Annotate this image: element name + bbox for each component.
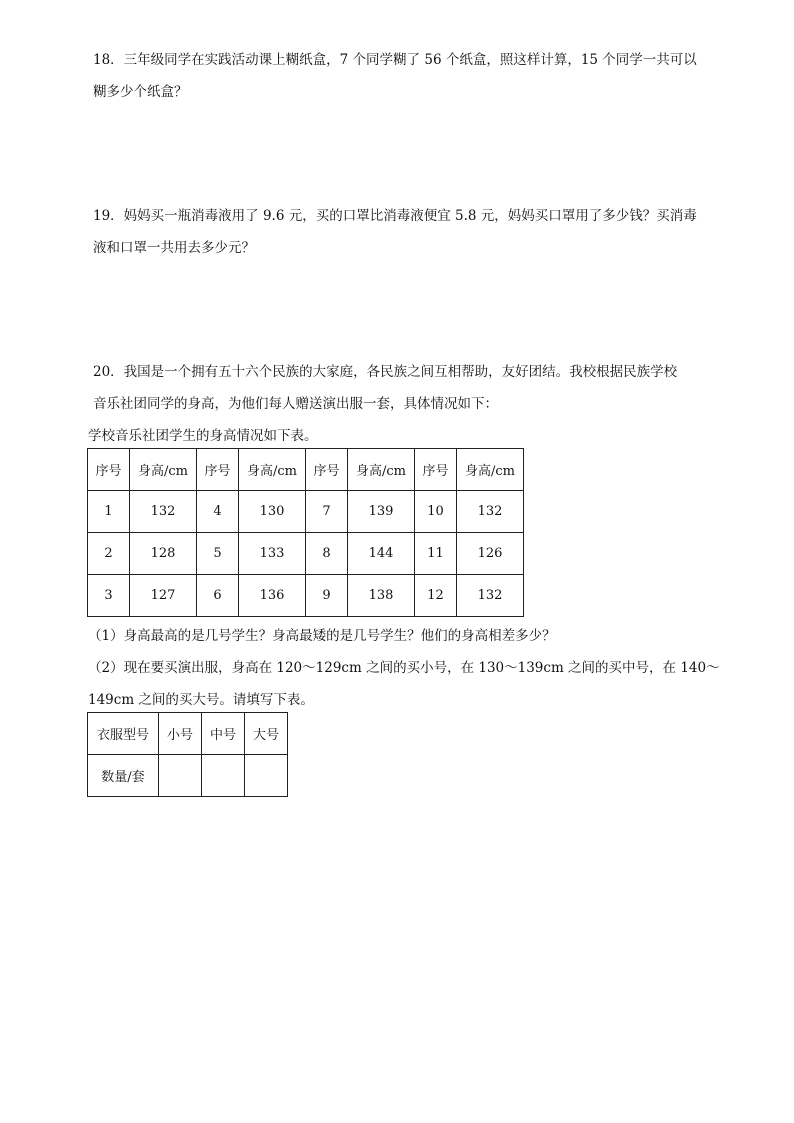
q19-line2: 液和口罩一共用去多少元？ bbox=[93, 240, 255, 256]
q18-line1: 18．三年级同学在实践活动课上糊纸盒，7 个同学糊了 56 个纸盒，照这样计算，15 个同学一共可以 bbox=[93, 52, 697, 68]
table-header-cell: 序号 bbox=[197, 449, 239, 491]
table-cell: 132 bbox=[457, 491, 524, 533]
q20-line1: 20．我国是一个拥有五十六个民族的大家庭，各民族之间互相帮助，友好团结。我校根据民族学校 bbox=[93, 364, 678, 380]
table-caption: 学校音乐社团学生的身高情况如下表。 bbox=[88, 428, 318, 444]
table-cell: 127 bbox=[130, 575, 197, 617]
table-cell: 10 bbox=[415, 491, 457, 533]
table-cell: 132 bbox=[457, 575, 524, 617]
table-row bbox=[88, 533, 524, 575]
quantity-row-label: 数量/套 bbox=[88, 755, 159, 797]
table-header-row bbox=[88, 713, 288, 755]
table-cell: 128 bbox=[130, 533, 197, 575]
table-cell: 126 bbox=[457, 533, 524, 575]
table-cell: 133 bbox=[239, 533, 306, 575]
table-header-row bbox=[88, 449, 524, 491]
table-header-cell: 序号 bbox=[88, 449, 130, 491]
table-header-cell: 中号 bbox=[202, 713, 245, 755]
small-size-quantity-cell[interactable] bbox=[159, 755, 202, 797]
sub-question-2-line2: 149cm 之间的买大号。请填写下表。 bbox=[88, 692, 314, 708]
table-row bbox=[88, 755, 288, 797]
table-cell: 7 bbox=[306, 491, 348, 533]
table-header-cell: 序号 bbox=[415, 449, 457, 491]
table-header-cell: 身高/cm bbox=[457, 449, 524, 491]
table-header-cell: 衣服型号 bbox=[88, 713, 159, 755]
sub-question-2-line1: （2）现在要买演出服，身高在 120～129cm 之间的买小号，在 130～139cm 之间的买中号，在 140～ bbox=[88, 660, 720, 676]
medium-size-quantity-cell[interactable] bbox=[202, 755, 245, 797]
height-table bbox=[87, 448, 524, 617]
table-cell: 9 bbox=[306, 575, 348, 617]
table-cell: 12 bbox=[415, 575, 457, 617]
table-header-cell: 序号 bbox=[306, 449, 348, 491]
table-cell: 8 bbox=[306, 533, 348, 575]
table-cell: 130 bbox=[239, 491, 306, 533]
table-row bbox=[88, 575, 524, 617]
table-header-cell: 身高/cm bbox=[130, 449, 197, 491]
large-size-quantity-cell[interactable] bbox=[245, 755, 288, 797]
q18-line2: 糊多少个纸盒？ bbox=[93, 84, 188, 100]
table-cell: 139 bbox=[348, 491, 415, 533]
q20-line2: 音乐社团同学的身高，为他们每人赠送演出服一套，具体情况如下： bbox=[93, 396, 498, 412]
table-cell: 138 bbox=[348, 575, 415, 617]
table-cell: 4 bbox=[197, 491, 239, 533]
table-header-cell: 身高/cm bbox=[348, 449, 415, 491]
table-cell: 5 bbox=[197, 533, 239, 575]
q19-line1: 19．妈妈买一瓶消毒液用了 9.6 元，买的口罩比消毒液便宜 5.8 元，妈妈买口罩用了多少钱？买消毒 bbox=[93, 208, 697, 224]
table-cell: 2 bbox=[88, 533, 130, 575]
table-header-cell: 大号 bbox=[245, 713, 288, 755]
size-table bbox=[87, 712, 288, 797]
table-header-cell: 小号 bbox=[159, 713, 202, 755]
table-cell: 1 bbox=[88, 491, 130, 533]
table-row bbox=[88, 491, 524, 533]
table-cell: 136 bbox=[239, 575, 306, 617]
table-cell: 144 bbox=[348, 533, 415, 575]
table-cell: 11 bbox=[415, 533, 457, 575]
sub-question-1: （1）身高最高的是几号学生？身高最矮的是几号学生？他们的身高相差多少？ bbox=[88, 628, 556, 644]
table-cell: 6 bbox=[197, 575, 239, 617]
table-header-cell: 身高/cm bbox=[239, 449, 306, 491]
table-cell: 3 bbox=[88, 575, 130, 617]
table-cell: 132 bbox=[130, 491, 197, 533]
